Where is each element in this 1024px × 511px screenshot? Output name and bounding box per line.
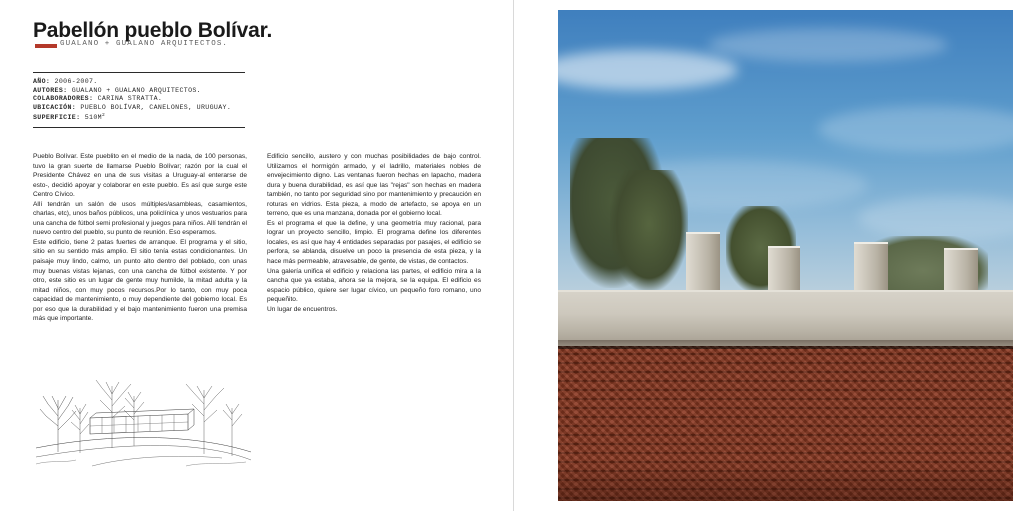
metadata-key: SUPERFICIE: — [33, 114, 81, 122]
metadata-value: GUALANO + GUALANO ARQUITECTOS. — [71, 86, 201, 94]
tree-foliage — [610, 170, 688, 290]
perspective-sketch — [36, 356, 251, 474]
brick-wall-shadow — [558, 461, 1013, 501]
metadata-value: 2006-2007. — [54, 78, 98, 85]
metadata-value-superscript: 2 — [101, 113, 106, 119]
concrete-beam — [558, 292, 1013, 346]
paragraph: Un lugar de encuentros. — [267, 305, 338, 313]
paragraph: Es el programa el que la define, y una geometría muy racional, para lograr un proyecto sencillo, limpio. El programa define los diferentes locales, es así que hay 4 entidades separadas por pasajes, el edificio se perfora, se ablanda, disuelve un poco la presencia de esta pieza, y la hace más permeable, atravesable, de gente, de vistas, de contactos. — [267, 219, 481, 266]
brick-wall — [558, 346, 1013, 501]
metadata-value: 510M — [84, 114, 102, 122]
paragraph: Edificio sencillo, austero y con muchas posibilidades de bajo control. Utilizamos el hormigón armado, y el ladrillo, materiales nobles de envejecimiento digno. Las ventanas fueron hechas en lapacho, madera dura y buena durabilidad, es así que las "rejas" son hechas en madera también, no tanto por seguridad sino por mantenimiento y precaución en roturas en vidrios. Esta pieza, a modo de artefacto, se apoya en un terreno, que es una manzana, donada por el gobierno local. — [267, 153, 481, 218]
metadata-key: AUTORES: — [33, 86, 68, 94]
page-subtitle: GUALANO + GUALANO ARQUITECTOS. — [60, 40, 229, 48]
metadata-key: UBICACIÓN: — [33, 103, 77, 111]
page-title: Pabellón pueblo Bolívar. — [33, 19, 273, 42]
cloud — [708, 28, 948, 62]
body-column-left — [33, 152, 247, 324]
metadata-key: COLABORADORES: — [33, 95, 94, 103]
metadata-block — [33, 72, 245, 128]
metadata-row-authors — [33, 87, 245, 96]
metadata-value: CARINA STRATTA. — [97, 95, 163, 103]
paragraph: Este edificio, tiene 2 patas fuertes de arranque. El programa y el sitio, sitio en su sentido más amplio. El sitio tenía estas condicionantes. Un paisaje muy lindo, calmo, un punto alto dentro del poblado, con unas muy buenas vistas lejanas, con una cancha de fútbol existente. Y por otro, este sitio es un lugar de gente muy humilde, la mitad adulta y la mitad niños, con muy pocos recursos.Por lo tanto, con muy poca capacidad de mantenimiento, o muy dependiente del gobierno local. Es por eso que la durabilidad y el bajo mantenimiento fueron una premisa más que importante. — [33, 238, 247, 323]
metadata-row-collaborators — [33, 95, 245, 104]
metadata-row-area — [33, 112, 245, 123]
building-photograph — [558, 10, 1013, 501]
paragraph: Una galería unifica el edificio y relaciona las partes, el edificio mira a la cancha que ya estaba, ahora se la mejora, se la equipa. El edificio es espacio público, quiere ser lugar cívico, un pequeño foro romano, uno pequeñito. — [267, 267, 481, 304]
metadata-row-location — [33, 104, 245, 113]
paragraph: Allí tendrán un salón de usos múltiples/asambleas, casamientos, charlas, etc), unos baños públicos, una policlínica y unos vestuarios para una cancha de fútbol semi profesional y juegos para niños. Allí tendrán el nuevo centro del pueblo, su punto de reunión. Eso esperamos. — [33, 200, 247, 237]
body-text-columns — [33, 152, 481, 324]
metadata-key: AÑO: — [33, 78, 51, 85]
metadata-row-year — [33, 78, 245, 87]
metadata-bottom-divider — [33, 127, 245, 128]
body-column-right — [267, 152, 481, 324]
metadata-value: PUEBLO BOLÍVAR, CANELONES, URUGUAY. — [80, 103, 232, 111]
metadata-top-divider — [33, 72, 245, 73]
paragraph: Pueblo Bolívar. Este pueblito en el medio de la nada, de 100 personas, tuvo la gran suerte de llamarse Pueblo Bolívar; razón por la cual el Presidente Chávez en una de sus visitas a Uruguay-al enterarse de esto-, decidió apoyar y colaborar en este pueblo. Es así que surge este Centro Cívico. — [33, 153, 247, 199]
title-accent-rule — [35, 44, 57, 48]
concrete-chimney — [686, 232, 720, 298]
spread-gutter-line — [513, 0, 514, 511]
